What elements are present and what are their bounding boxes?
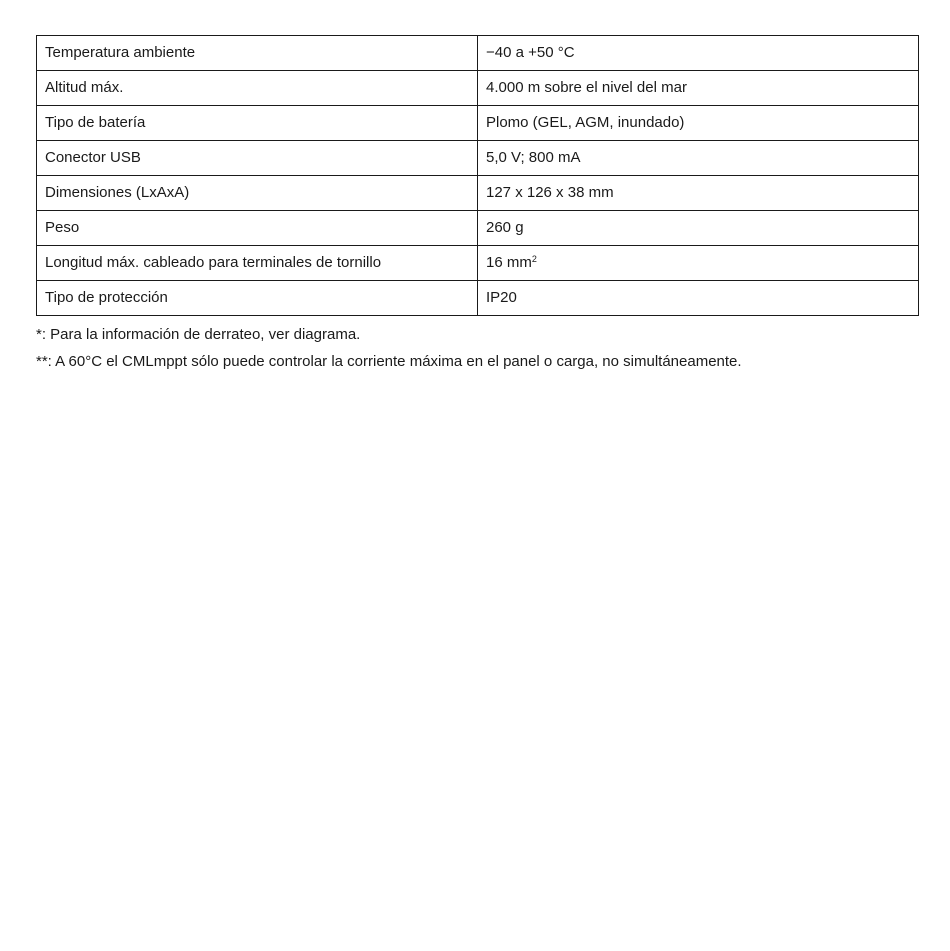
footnote-derating: *: Para la información de derrateo, ver diagrama. bbox=[36, 326, 361, 343]
table-row bbox=[37, 141, 919, 176]
row-label: Temperatura ambiente bbox=[37, 36, 478, 71]
table-row bbox=[37, 106, 919, 141]
row-label: Tipo de batería bbox=[37, 106, 478, 141]
row-value: Plomo (GEL, AGM, inundado) bbox=[478, 106, 919, 141]
row-label: Peso bbox=[37, 211, 478, 246]
table-row bbox=[37, 36, 919, 71]
row-value: 260 g bbox=[478, 211, 919, 246]
row-label: Altitud máx. bbox=[37, 71, 478, 106]
row-label: Dimensiones (LxAxA) bbox=[37, 176, 478, 211]
row-value: −40 a +50 °C bbox=[478, 36, 919, 71]
table-row bbox=[37, 211, 919, 246]
table-row bbox=[37, 71, 919, 106]
row-value: 4.000 m sobre el nivel del mar bbox=[478, 71, 919, 106]
table-row bbox=[37, 246, 919, 281]
row-value-text: 16 mm bbox=[486, 253, 532, 271]
row-label: Conector USB bbox=[37, 141, 478, 176]
row-label: Tipo de protección bbox=[37, 281, 478, 316]
row-value: 127 x 126 x 38 mm bbox=[478, 176, 919, 211]
spec-table bbox=[36, 35, 919, 316]
table-row bbox=[37, 281, 919, 316]
superscript: 2 bbox=[531, 253, 537, 264]
row-value: 5,0 V; 800 mA bbox=[478, 141, 919, 176]
footnote-temperature: **: A 60°C el CMLmppt sólo puede controlar la corriente máxima en el panel o carga, no simultáneamente. bbox=[36, 353, 742, 370]
row-label: Longitud máx. cableado para terminales de tornillo bbox=[37, 246, 478, 281]
row-value: IP20 bbox=[478, 281, 919, 316]
row-value bbox=[478, 246, 919, 281]
footnotes bbox=[36, 325, 742, 379]
table-row bbox=[37, 176, 919, 211]
